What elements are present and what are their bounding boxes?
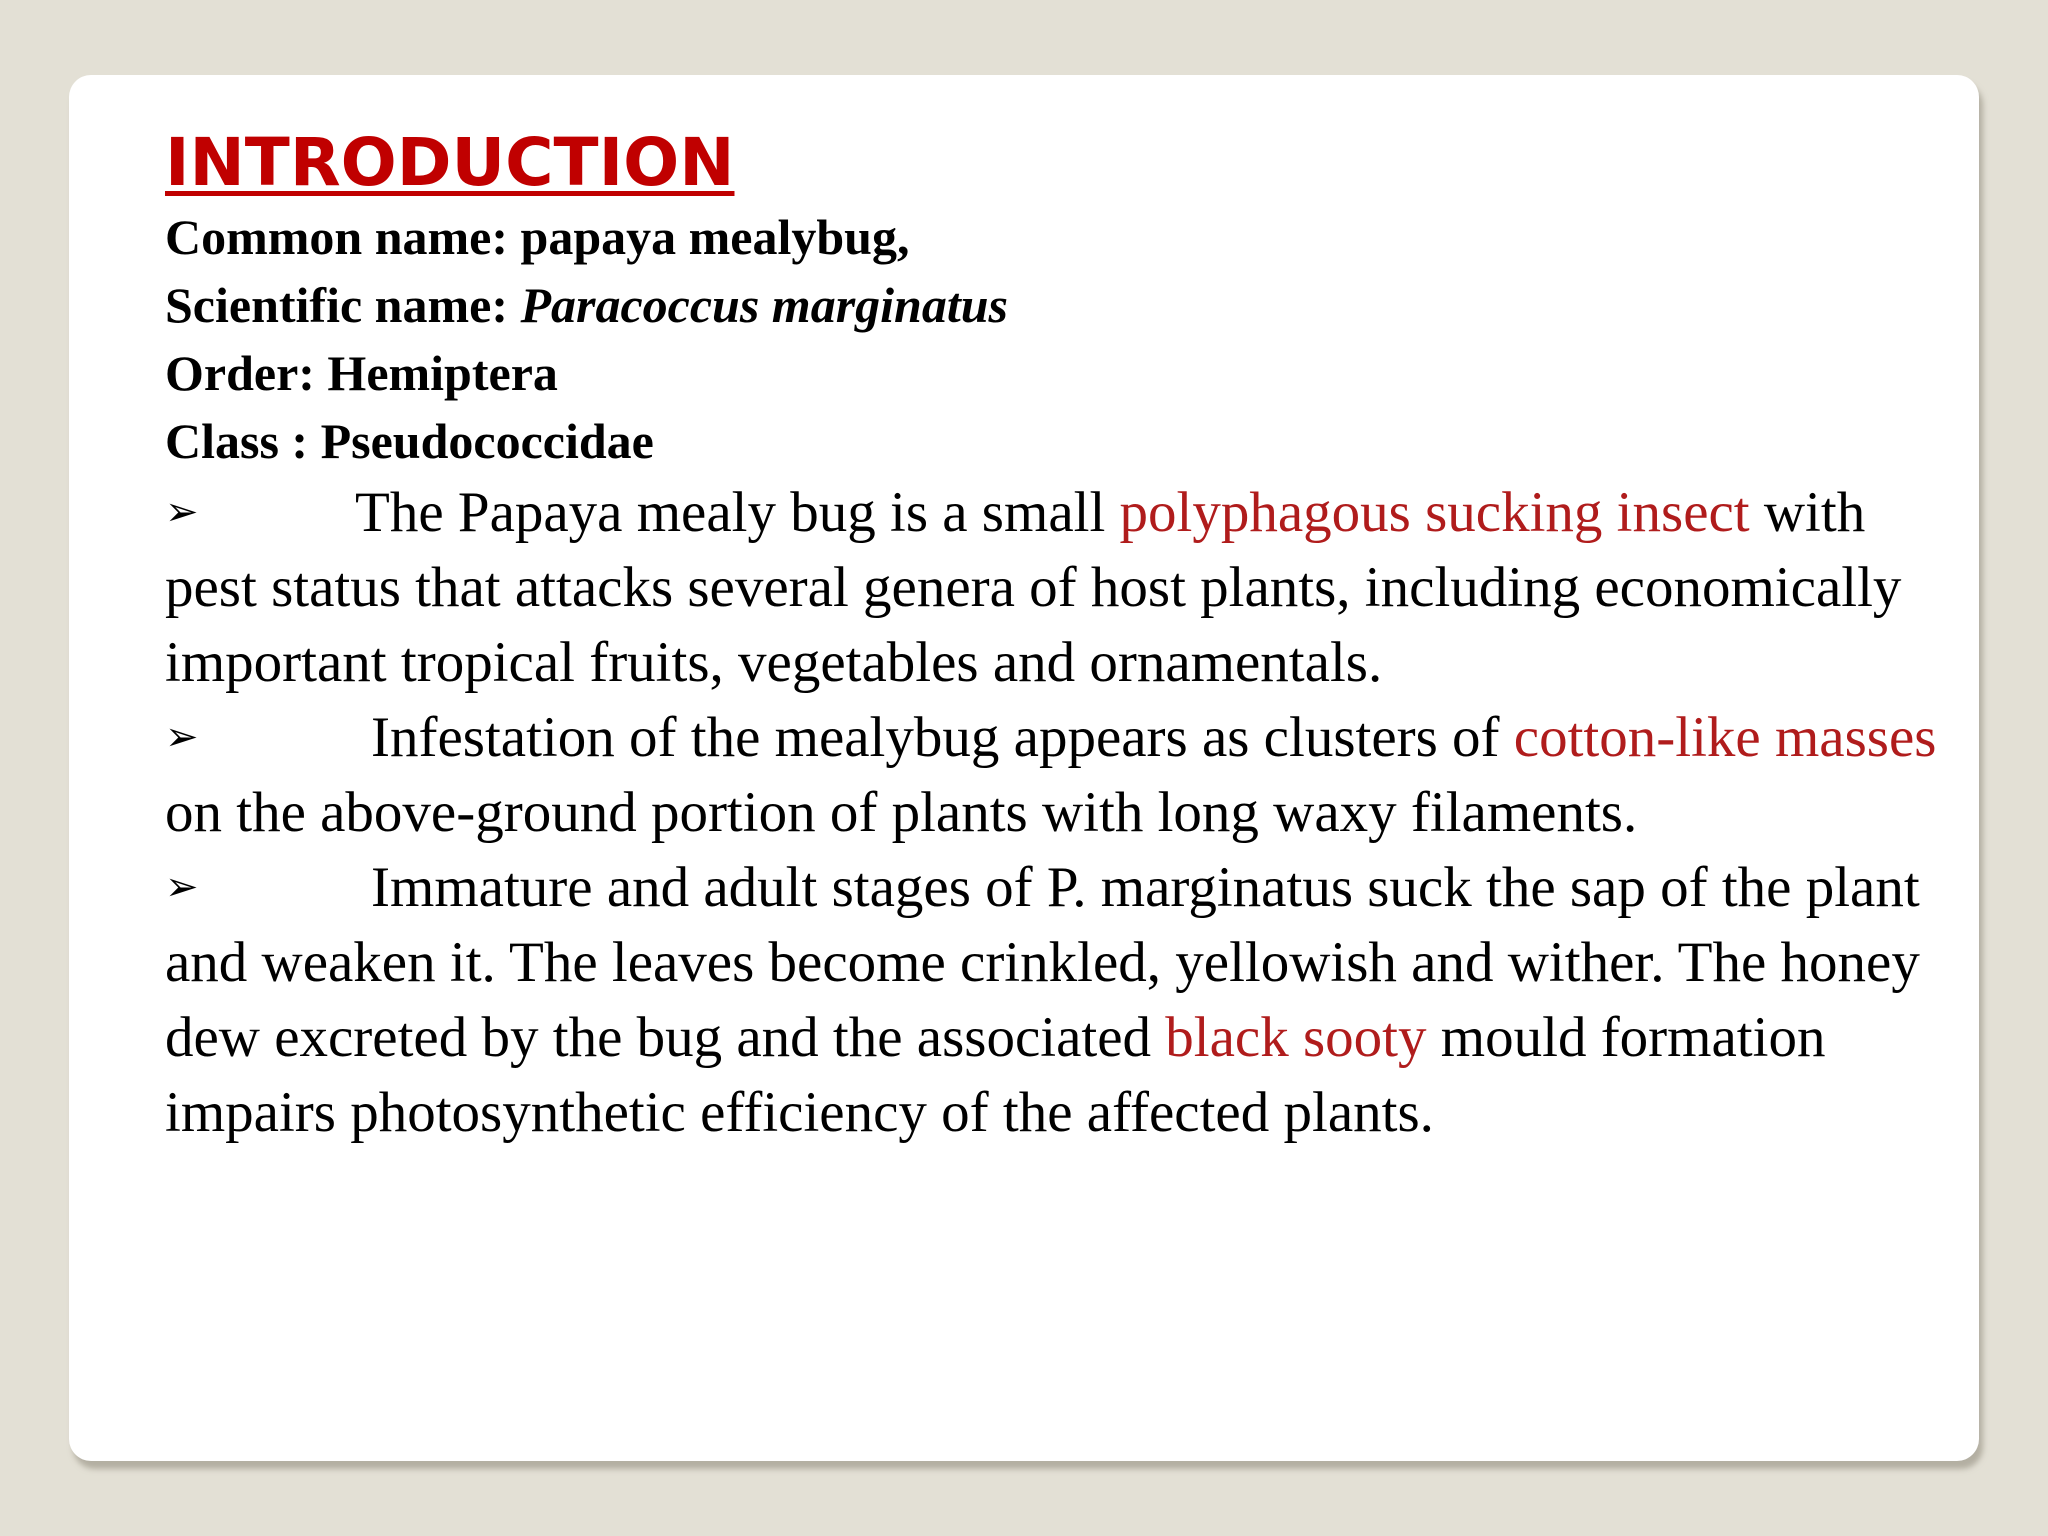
- paragraph-1: [165, 475, 1965, 700]
- order-line: Order: Hemiptera: [165, 345, 558, 401]
- scientific-name-label: Scientific name:: [165, 277, 521, 333]
- paragraph-1-rest: with pest status that attacks several genera of host plants, including economically important tropical fruits, vegetables and ornamentals.: [165, 481, 1902, 694]
- common-name-line: Common name: papaya mealybug,: [165, 209, 910, 265]
- bullet-arrow-icon: ➢: [165, 489, 199, 535]
- scientific-name-value: Paracoccus marginatus: [520, 277, 1009, 333]
- paragraph-2: [165, 700, 1965, 850]
- class-line: Class : Pseudococcidae: [165, 413, 654, 469]
- slide-card: [69, 75, 1979, 1461]
- scientific-name-line: [165, 271, 1965, 339]
- paragraph-3: [165, 850, 1965, 1150]
- paragraph-2-rest: on the above-ground portion of plants with long waxy filaments.: [165, 781, 1638, 844]
- paragraph-2-highlight: cotton-like masses: [1513, 706, 1937, 769]
- slide-content: [165, 123, 1965, 1150]
- paragraph-2-text: Infestation of the mealybug appears as clusters of: [371, 706, 1514, 769]
- paragraph-3-highlight: black sooty: [1165, 1006, 1427, 1069]
- bullet-arrow-icon: ➢: [165, 714, 199, 760]
- paragraph-1-highlight: polyphagous sucking insect: [1119, 481, 1750, 544]
- bullet-arrow-icon: ➢: [165, 864, 199, 910]
- paragraph-3-rest: mould formation impairs photosynthetic efficiency of the affected plants.: [165, 1006, 1826, 1144]
- paragraph-3-text: Immature and adult stages of P. marginatus suck the sap of the plant and weaken it. The leaves become crinkled, yellowish and wither. The honey dew excreted by the bug and the associated: [165, 856, 1920, 1069]
- paragraph-1-text: The Papaya mealy bug is a small: [355, 481, 1120, 544]
- slide-title: INTRODUCTION: [165, 124, 735, 201]
